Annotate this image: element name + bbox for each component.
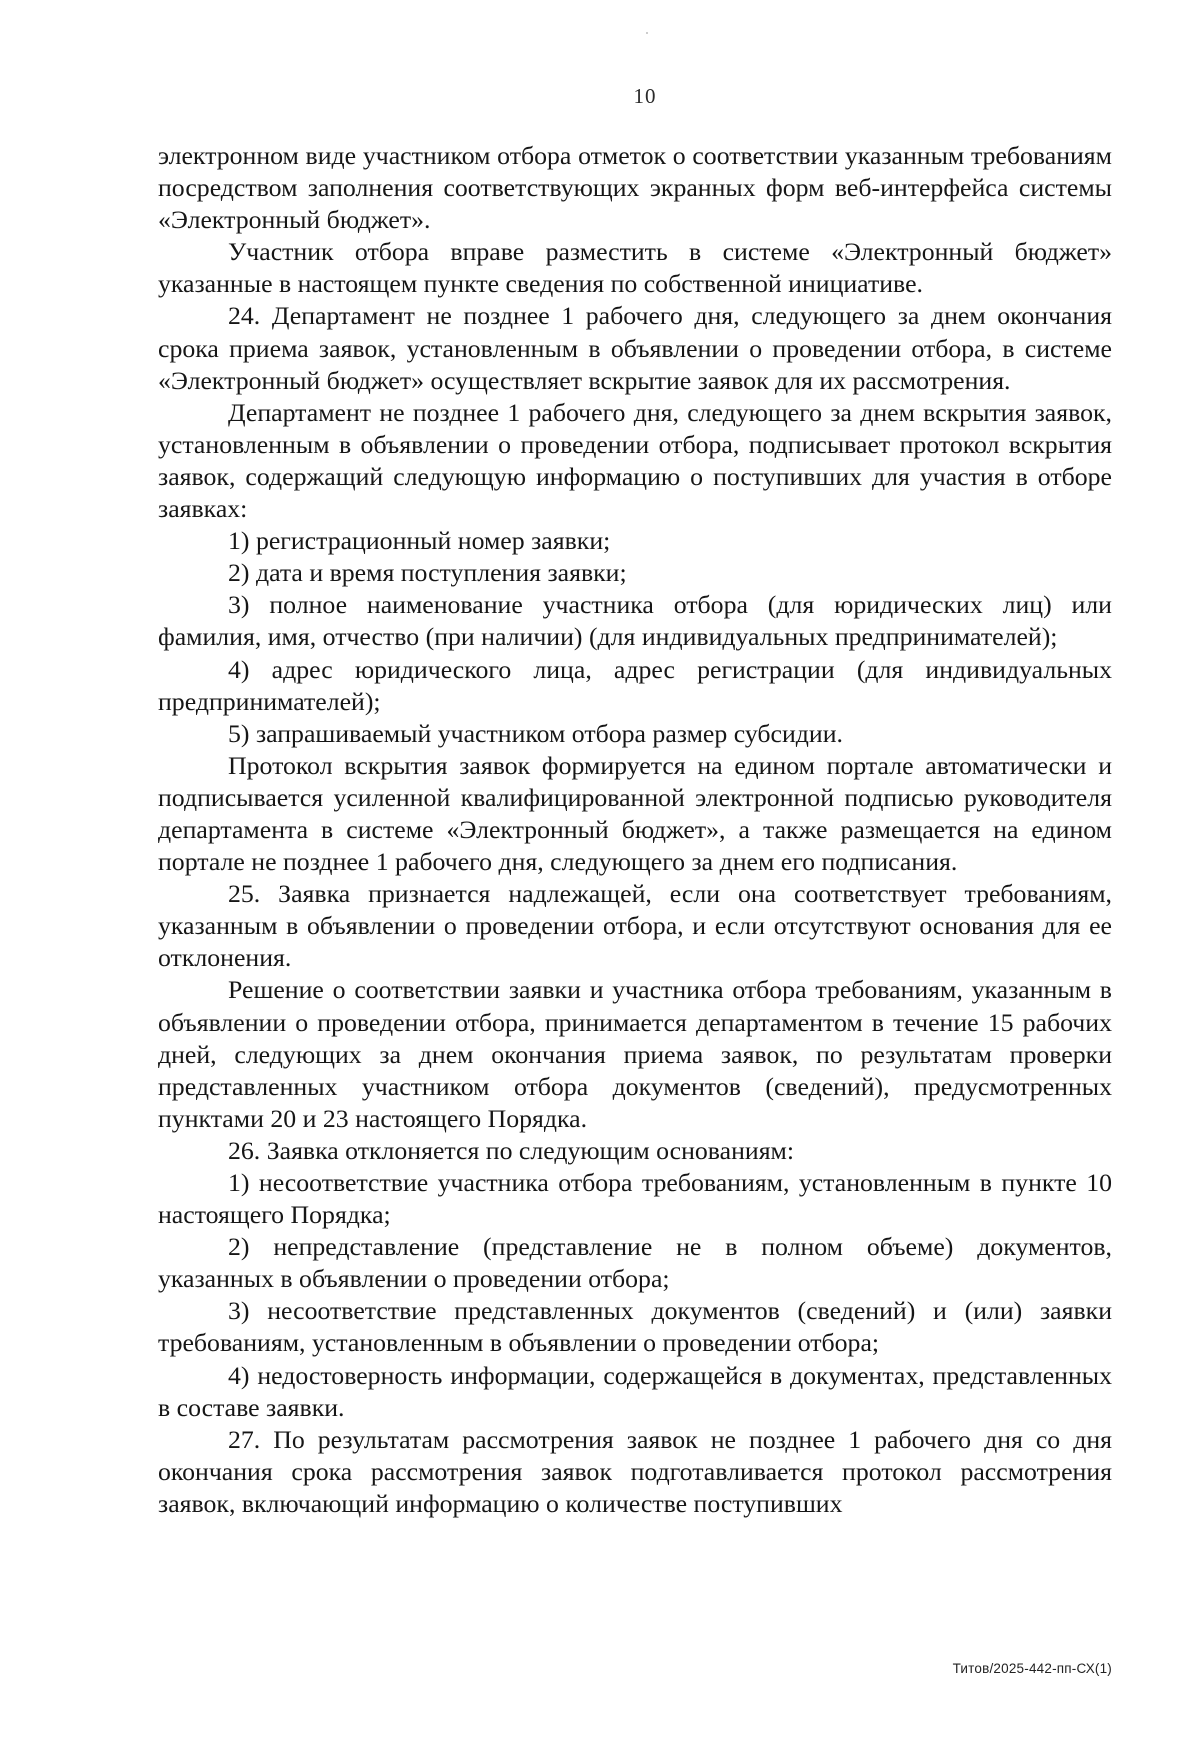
paragraph: 26. Заявка отклоняется по следующим основаниям: [228, 1135, 795, 1165]
paragraph: 24. Департамент не позднее 1 рабочего дня, следующего за днем окончания срока приема заявок, установленным в объявлении о проведении отбора, в системе «Электронный бюджет» осуществляет вскрытие заявок для их рассмотрения. [158, 301, 1112, 395]
paragraph: 4) недостоверность информации, содержащейся в документах, представленных в составе заявки. [158, 1360, 1112, 1422]
paragraph: электронном виде участником отбора отметок о соответствии указанным требованиям посредством заполнения соответствующих экранных форм веб-интерфейса системы «Электронный бюджет». [158, 141, 1112, 235]
paragraph: 1) несоответствие участника отбора требованиям, установленным в пункте 10 настоящего Порядка; [158, 1168, 1112, 1230]
paragraph: 1) регистрационный номер заявки; [228, 526, 611, 556]
paragraph: Решение о соответствии заявки и участника отбора требованиям, указанным в объявлении о проведении отбора, принимается департаментом в течение 15 рабочих дней, следующих за днем окончания приема заявок, по результатам проверки представленных участником отбора документов (сведений), предусмотренных пунктами 20 и 23 настоящего Порядка. [158, 975, 1112, 1133]
paragraph: 2) дата и время поступления заявки; [228, 558, 627, 588]
paragraph: 2) непредставление (представление не в полном объеме) документов, указанных в объявлении о проведении отбора; [158, 1232, 1112, 1294]
paragraph: Департамент не позднее 1 рабочего дня, следующего за днем вскрытия заявок, установленным в объявлении о проведении отбора, подписывает протокол вскрытия заявок, содержащий следующую информацию о поступивших для участия в отборе заявках: [158, 397, 1112, 524]
paragraph: 3) полное наименование участника отбора (для юридических лиц) или фамилия, имя, отчество (при наличии) (для индивидуальных предпринимателей); [158, 590, 1112, 652]
paragraph: 27. По результатам рассмотрения заявок не позднее 1 рабочего дня со дня окончания срока рассмотрения заявок подготавливается протокол рассмотрения заявок, включающий информацию о количестве поступивших [158, 1424, 1112, 1518]
paragraph: 3) несоответствие представленных документов (сведений) и (или) заявки требованиям, установленным в объявлении о проведении отбора; [158, 1296, 1112, 1358]
paragraph: Участник отбора вправе разместить в системе «Электронный бюджет» указанные в настоящем пункте сведения по собственной инициативе. [158, 237, 1112, 299]
document-reference-code: Титов/2025-442-пп-СХ(1) [952, 1661, 1112, 1676]
page-number: 10 [633, 84, 657, 108]
paragraph: 4) адрес юридического лица, адрес регистрации (для индивидуальных предпринимателей); [158, 654, 1112, 716]
paragraph: 25. Заявка признается надлежащей, если она соответствует требованиям, указанным в объявлении о проведении отбора, и если отсутствуют основания для ее отклонения. [158, 879, 1112, 973]
paragraph: 5) запрашиваемый участником отбора размер субсидии. [228, 718, 843, 748]
scan-speck [646, 32, 648, 34]
paragraph: Протокол вскрытия заявок формируется на едином портале автоматически и подписывается усиленной квалифицированной электронной подписью руководителя департамента в системе «Электронный бюджет», а также размещается на едином портале не позднее 1 рабочего дня, следующего за днем его подписания. [158, 750, 1112, 877]
document-body [158, 140, 1112, 1520]
